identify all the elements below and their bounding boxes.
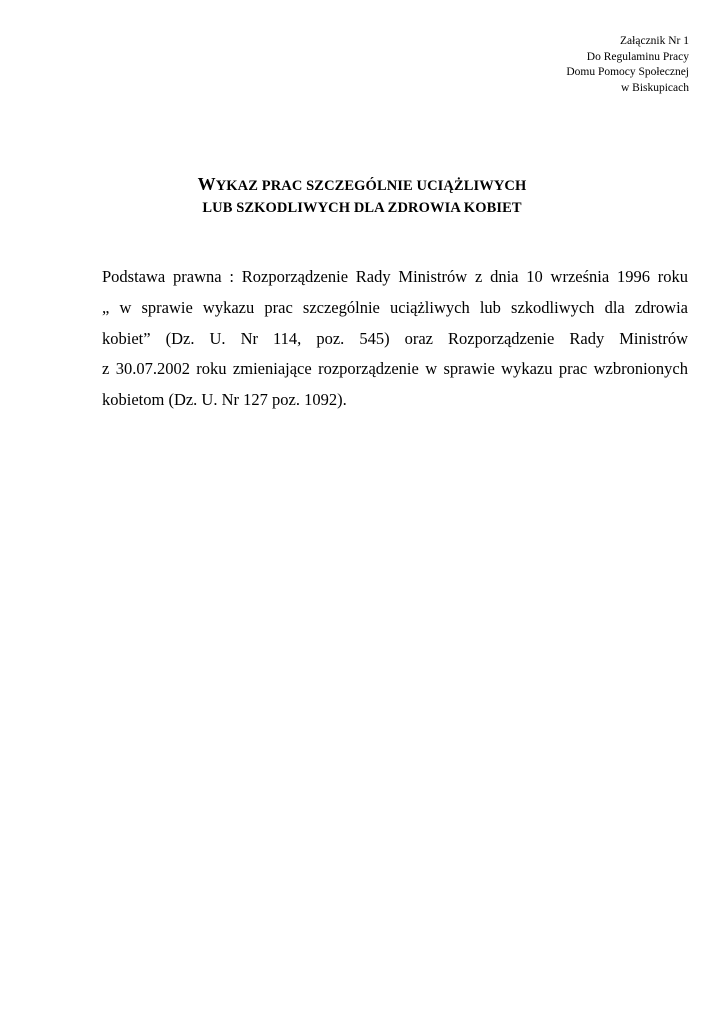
header-line-regulation: Do Regulaminu Pracy — [586, 50, 689, 63]
header-line-attachment-number: Załącznik Nr 1 — [620, 35, 689, 47]
title-line-2: LUB SZKODLIWYCH DLA ZDROWIA KOBIET — [202, 200, 522, 216]
document-title — [0, 173, 724, 219]
paragraph-line-5: kobietom (Dz. U. Nr 127 poz. 1092). — [102, 390, 347, 410]
paragraph-line-1: Podstawa prawna : Rozporządzenie Rady Ministrów z dnia 10 września 1996 roku — [102, 267, 688, 286]
title-initial: W — [197, 174, 216, 194]
paragraph-line-4: z 30.07.2002 roku zmieniające rozporządzenie w sprawie wykazu prac wzbronionych — [102, 359, 688, 379]
paragraph-line-3: kobiet” (Dz. U. Nr 114, poz. 545) oraz Rozporządzenie Rady Ministrów — [102, 328, 688, 348]
attachment-header — [566, 34, 689, 96]
header-line-institution: Domu Pomocy Społecznej — [566, 66, 689, 78]
legal-basis-paragraph — [102, 262, 688, 416]
paragraph-line-2: „ w sprawie wykazu prac szczególnie uciążliwych lub szkodliwych dla zdrowia — [102, 297, 688, 317]
title-line-1 — [0, 173, 724, 197]
title-line-1-text: YKAZ PRAC SZCZEGÓLNIE UCIĄŻLIWYCH — [215, 178, 527, 194]
header-line-location: w Biskupicach — [620, 81, 689, 94]
